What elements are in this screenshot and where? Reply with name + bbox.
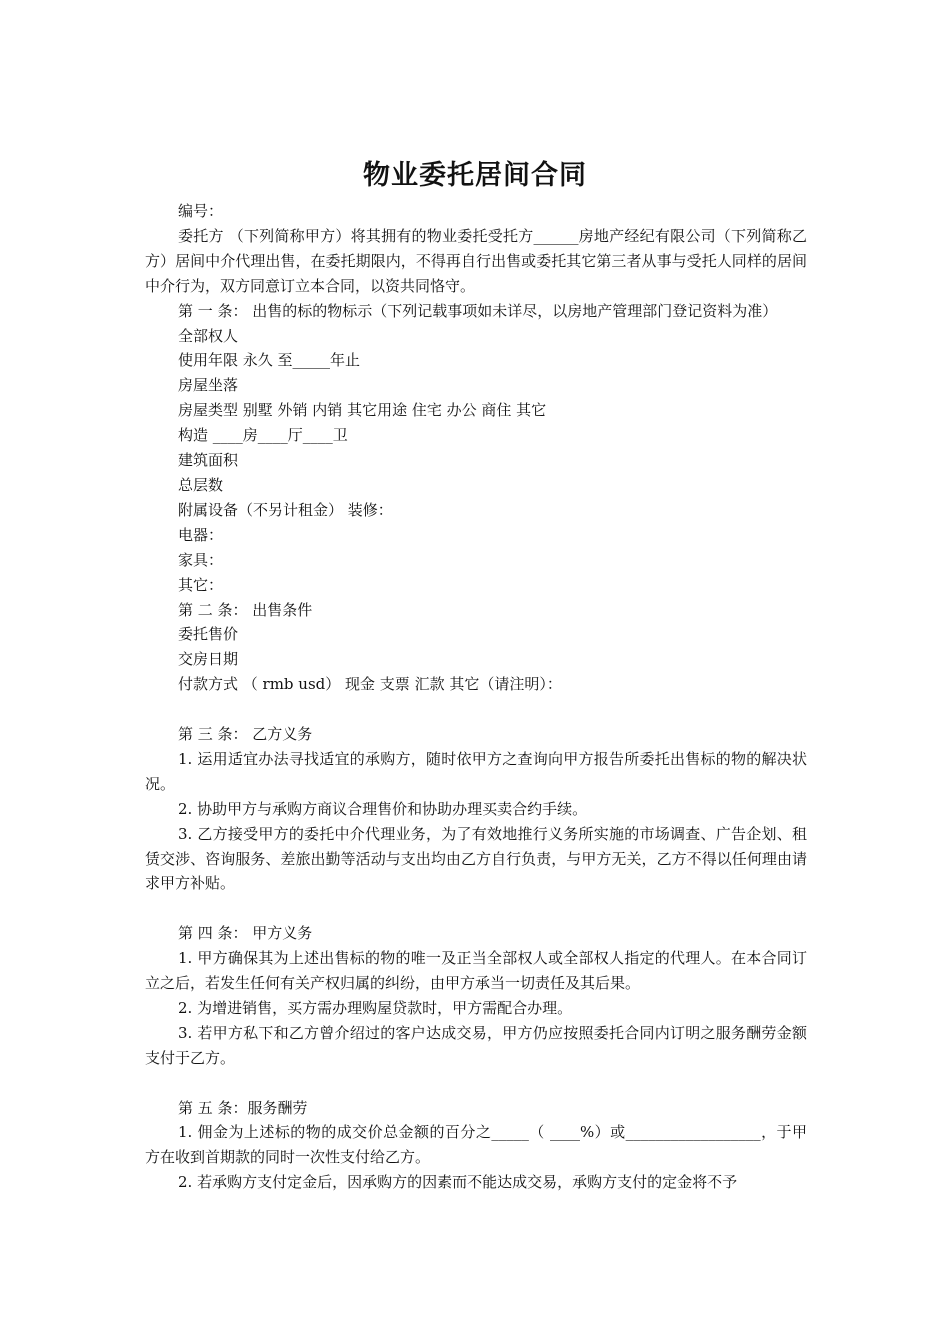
paragraph: 房屋坐落 [178,376,239,395]
paragraph: 1. 运用适宜办法寻找适宜的承购方，随时依甲方之查询向甲方报告所委托出售标的物的解决状况。 [145,749,807,793]
paragraph: 1. 佣金为上述标的物的成交价总金额的百分之_____（ ____%）或__________________，于甲方在收到首期款的同时一次性支付给乙方。 [145,1123,807,1167]
document-body [145,199,807,1195]
paragraph: 总层数 [178,475,224,494]
paragraph: 2. 协助甲方与承购方商议合理售价和协助办理买卖合约手续。 [178,799,588,818]
paragraph: 交房日期 [178,650,239,669]
paragraph: 建筑面积 [178,451,239,470]
paragraph: 第 一 条： 出售的标的物标示（下列记载事项如未详尽，以房地产管理部门登记资料为准） [178,301,778,320]
paragraph: 第 四 条： 甲方义务 [178,924,313,943]
paragraph: 2. 若承购方支付定金后，因承购方的因素而不能达成交易，承购方支付的定金将不予 [178,1173,738,1192]
blank-line [145,697,807,722]
paragraph: 构造 ____房____厅____卫 [178,426,348,445]
paragraph: 第 三 条： 乙方义务 [178,725,313,744]
paragraph: 委托方 （下列简称甲方）将其拥有的物业委托受托方______房地产经纪有限公司（下列简称乙方）居间中介代理出售，在委托期限内，不得再自行出售或委托其它第三者从事与受托人同样的居间中介行为，双方同意订立本合同，以资共同恪守。 [145,226,807,295]
paragraph: 第 五 条：服务酬劳 [178,1098,308,1117]
paragraph: 1. 甲方确保其为上述出售标的物的唯一及正当全部权人或全部权人指定的代理人。在本合同订立之后，若发生任何有关产权归属的纠纷，由甲方承当一切责任及其后果。 [145,949,807,993]
paragraph: 使用年限 永久 至_____年止 [178,351,361,370]
paragraph: 其它： [178,575,224,594]
paragraph: 委托售价 [178,625,239,644]
paragraph: 全部权人 [178,326,239,345]
paragraph: 付款方式 （ rmb usd） 现金 支票 汇款 其它（请注明）： [178,675,562,694]
paragraph: 3. 乙方接受甲方的委托中介代理业务，为了有效地推行义务所实施的市场调查、广告企划、租赁交涉、咨询服务、差旅出勤等活动与支出均由乙方自行负责，与甲方无关，乙方不得以任何理由请求甲方补贴。 [145,824,807,893]
paragraph: 第 二 条： 出售条件 [178,600,313,619]
blank-line [145,896,807,921]
blank-line [145,1071,807,1096]
paragraph: 附属设备（不另计租金） 装修： [178,500,393,519]
paragraph: 3. 若甲方私下和乙方曾介绍过的客户达成交易，甲方仍应按照委托合同内订明之服务酬劳金额支付于乙方。 [145,1023,807,1067]
document-title: 物业委托居间合同 [363,160,587,191]
paragraph: 编号： [178,202,224,220]
paragraph: 电器： [178,525,224,544]
paragraph: 房屋类型 别墅 外销 内销 其它用途 住宅 办公 商住 其它 [178,401,547,420]
paragraph: 2. 为增进销售，买方需办理购屋贷款时，甲方需配合办理。 [178,998,573,1017]
paragraph: 家具： [178,550,224,569]
